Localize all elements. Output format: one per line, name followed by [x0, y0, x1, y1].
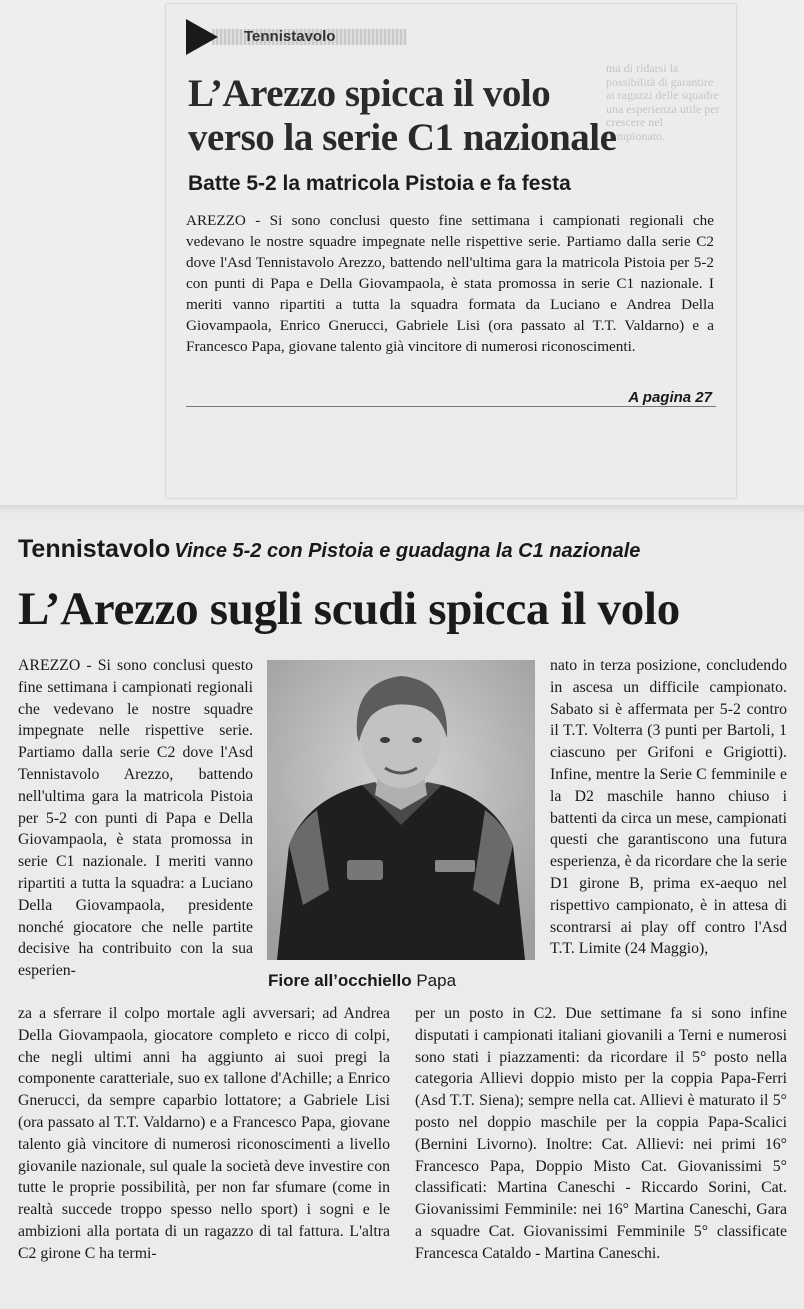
player-photo: [267, 660, 535, 960]
article-column-bottom-left: za a sferrare il colpo mortale agli avversari; ad Andrea Della Giovampaola, giocatore completo e ricco di colpi, che negli ultimi anni ha aggiunto ai suoi pregi la componente caratteriale, suo ex tallone d'Achille; a Enrico Gnerucci, da sempre caparbio lottatore; a Gabriele Lisi (ora passato al T.T. Valdarno) e a Francesco Papa, giovane talento già vincitore di numerosi riconoscimenti a livello giovanile nazionale, sul quale la società deve investire con tutte le proprie possibilità, per non far sfumare (come in realtà succede troppo spesso nello sport) i sogni e le ambizioni alla portata di un ragazzo di tal fattura. L'altra C2 girone C ha termi-: [18, 1005, 390, 1262]
article-column-right: nato in terza posizione, concludendo in ascesa un difficile campionato. Sabato si è affermata per 5-2 contro il T.T. Volterra (3 punti per Bartoli, 1 ciascuno per Grifoni e Grigiotti). Infine, mentre la Serie C femminile e la D2 maschile hanno chiuso i battenti da circa un mese, campionati questi che garantiscono una futura esperienza, è da ricordare che la serie D1 girone B, prima ex-aequo nel rispettivo campionato, è in attesa di scontrarsi ai play off contro l'Asd T.T. Limite (24 Maggio),: [550, 657, 787, 958]
caption-bold: Fiore all’occhiello: [268, 971, 412, 990]
subheadline: Batte 5-2 la matricola Pistoia e fa festa: [188, 172, 571, 195]
headline: L’Arezzo sugli scudi spicca il volo: [18, 583, 680, 635]
clipping-top: [166, 4, 736, 498]
article-column-bottom-right: per un posto in C2. Due settimane fa si sono infine disputati i campionati italiani giovanili a Terni e numerosi sono stati i piazzamenti: da ricordare il 5° posto nella categoria Allievi doppio misto per la coppia Papa-Ferri (Asd T.T. Siena); sempre nella cat. Allievi è maturato il 5° posto nel doppio maschile per la coppia Papa-Scalici (Bernini Livorno). Inoltre: Cat. Allievi: nei primi 16° Francesco Papa, Doppio Misto Cat. Giovanissimi 5° classificati: Martina Caneschi - Riccardo Sorini, Cat. Giovanissimi Femminile: nei 16° Martina Caneschi, Gara a squadre Cat. Giovanissimi Femminile 5° classificate Francesca Cataldo - Martina Caneschi.: [415, 1005, 787, 1262]
article-body: AREZZO - Si sono conclusi questo fine settimana i campionati regionali che vedevano le nostre squadre impegnate nelle rispettive serie. Partiamo dalla serie C2 dove l'Asd Tennistavolo Arezzo, battendo nell'ultima gara la matricola Pistoia per 5-2 con punti di Papa e Della Giovampaola, è stata promossa in serie C1 nazionale. I meriti vanno ripartiti a tutta la squadra formata da Luciano e Andrea Della Giovampaola, Enrico Gnerucci, Gabriele Lisi (ora passato al T.T. Valdarno) e a Francesco Papa, giovane talento già vincitore di numerosi riconoscimenti.: [186, 212, 714, 355]
photo-caption: [268, 971, 456, 991]
portrait-image: [267, 660, 535, 960]
section-kicker: [18, 535, 798, 564]
clipping-edge: [0, 505, 804, 513]
bleed-through-text: ma di ridarsi la possibilità di garantire ai ragazzi delle squadre una esperienza utile per crescere nel campionato.: [606, 62, 720, 143]
headline-line-1: L’Arezzo spicca il volo: [188, 72, 551, 115]
page-reference: A pagina 27: [628, 389, 712, 406]
kicker-subtitle: Vince 5-2 con Pistoia e guadagna la C1 nazionale: [174, 540, 641, 562]
section-kicker: [186, 19, 536, 53]
article-column-left: AREZZO - Si sono conclusi questo fine settimana i campionati regionali che vedevano le nostre squadre impegnate nelle rispettive serie. Partiamo dalla serie C2 dove l'Asd Tennistavolo Arezzo, battendo nell'ultima gara la matricola Pistoia per 5-2 con punti di Papa e Della Giovampaola, è stata promossa in serie C1 nazionale. I meriti vanno ripartiti a tutta la squadra: a Luciano Della Giovampaola, presidente nonché giocatore che nelle partite decisive ha contribuito con la sua esperien-: [18, 657, 253, 980]
arrow-icon: [186, 19, 218, 55]
caption-name: Papa: [416, 971, 457, 990]
kicker-label: Tennistavolo: [244, 28, 336, 45]
divider: [186, 406, 716, 407]
headline: [188, 72, 616, 160]
clipping-bottom: [0, 505, 804, 1309]
kicker-label: Tennistavolo: [18, 535, 171, 563]
headline-line-2: verso la serie C1 nazionale: [188, 116, 617, 159]
